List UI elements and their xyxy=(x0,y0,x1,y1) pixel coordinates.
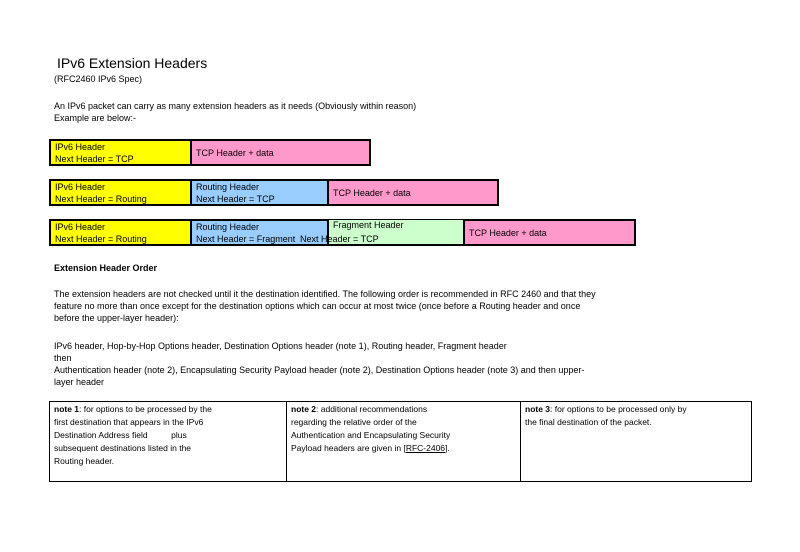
routing-header-box xyxy=(190,179,329,206)
next-header-label: Next Header = TCP xyxy=(55,154,134,164)
note-3-text: : for options to be processed only by xyxy=(550,404,687,414)
paragraph-line: The extension headers are not checked until it the destination identified. The following order is recommended in RFC 2460 and that they xyxy=(54,289,596,299)
next-header-label: Next Header = TCP xyxy=(196,194,275,204)
note-1-text: Destination Address field plus xyxy=(54,430,187,440)
tcp-header-box xyxy=(327,179,499,206)
paragraph-line: then xyxy=(54,353,72,363)
intro-text xyxy=(54,100,416,124)
ipv6-header-label: IPv6 Header xyxy=(55,222,106,232)
ipv6-header-box xyxy=(49,139,192,166)
fragment-next-header-label: Next Header = TCP xyxy=(300,234,379,244)
notes-table xyxy=(49,401,752,482)
note-1-cell xyxy=(50,402,286,481)
tcp-header-label: TCP Header + data xyxy=(333,187,411,198)
next-header-label: Next Header = Routing xyxy=(55,194,147,204)
note-3-label: note 3 xyxy=(525,404,551,414)
order-paragraph-2 xyxy=(54,340,584,388)
ipv6-header-label: IPv6 Header xyxy=(55,142,106,152)
page-title: IPv6 Extension Headers xyxy=(57,55,208,71)
note-1-text: Routing header. xyxy=(54,456,115,466)
paragraph-line: layer header xyxy=(54,377,105,387)
next-header-label: Next Header = Routing xyxy=(55,234,147,244)
tcp-header-label: TCP Header + data xyxy=(469,227,547,238)
ipv6-header-label: IPv6 Header xyxy=(55,182,106,192)
page-subtitle: (RFC2460 IPv6 Spec) xyxy=(54,74,143,84)
paragraph-line: before the upper-layer header): xyxy=(54,313,179,323)
ipv6-header-box xyxy=(49,219,192,246)
intro-line-1: An IPv6 packet can carry as many extension headers as it needs (Obviously within reason) xyxy=(54,101,417,111)
note-2-text: : additional recommendations xyxy=(316,404,428,414)
note-2-text: Payload headers are given in [ xyxy=(291,443,406,453)
note-1-text: subsequent destinations listed in the xyxy=(54,443,192,453)
tcp-header-label: TCP Header + data xyxy=(196,147,274,158)
next-header-label: Next Header = Fragment xyxy=(196,234,296,244)
paragraph-line: feature no more than once except for the destination options which can occur at most twice (once before a Routing header and once xyxy=(54,301,581,311)
note-1-text: : for options to be processed by the xyxy=(79,404,212,414)
note-1-label: note 1 xyxy=(54,404,80,414)
routing-header-label: Routing Header xyxy=(196,222,260,232)
tcp-header-box xyxy=(190,139,371,166)
note-2-text: regarding the relative order of the xyxy=(291,417,417,427)
note-1-text: first destination that appears in the IPv6 xyxy=(54,417,204,427)
order-paragraph-1 xyxy=(54,288,596,324)
note-3-text: the final destination of the packet. xyxy=(525,417,652,427)
rfc-2406-link[interactable]: RFC-2406 xyxy=(405,443,446,453)
note-2-text: ]. xyxy=(445,443,450,453)
routing-header-label: Routing Header xyxy=(196,182,260,192)
note-2-label: note 2 xyxy=(291,404,317,414)
note-3-cell xyxy=(520,402,751,481)
paragraph-line: Authentication header (note 2), Encapsulating Security Payload header (note 2), Destination Options header (note 3) and then upper- xyxy=(54,365,585,375)
intro-line-2: Example are below:- xyxy=(54,113,137,123)
note-2-cell xyxy=(286,402,520,481)
note-2-text: Authentication and Encapsulating Security xyxy=(291,430,451,440)
section-heading: Extension Header Order xyxy=(54,263,158,273)
tcp-header-box xyxy=(463,219,636,246)
ipv6-header-box xyxy=(49,179,192,206)
paragraph-line: IPv6 header, Hop-by-Hop Options header, Destination Options header (note 1), Routing header, Fragment header xyxy=(54,341,507,351)
fragment-header-label: Fragment Header xyxy=(333,220,404,230)
